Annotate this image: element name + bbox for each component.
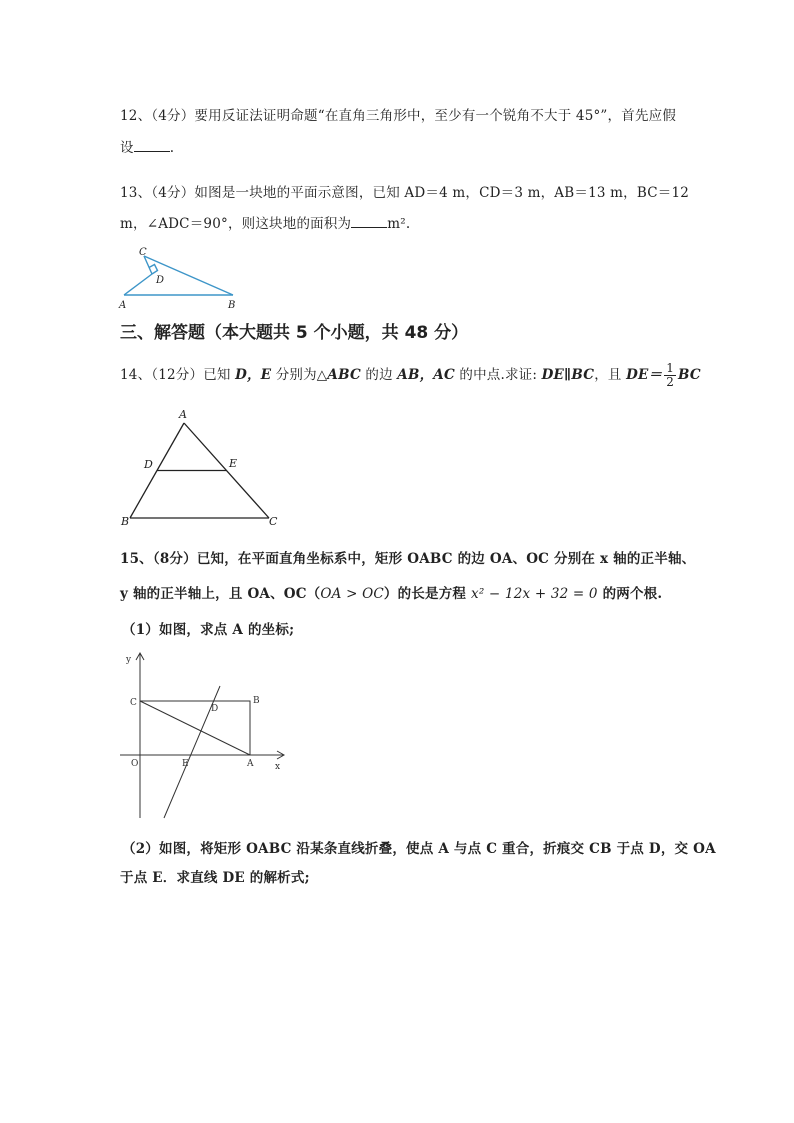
q14-frac-denominator: 2 [666,375,675,389]
q15-line1: 15、（8分）已知，在平面直角坐标系中，矩形 OABC 的边 OA、OC 分别在 x 轴的正半轴、 [120,551,696,567]
fig15-label-B: B [253,696,260,706]
fig15-label-x: x [275,762,281,772]
q14-length-claim: DE＝ [626,367,663,383]
q14-triangle: ABC [327,367,361,383]
q14-sides: AB，AC [397,367,455,383]
fig13-label-D: D [156,275,165,286]
q14-text-1: 分别为△ [271,367,328,383]
q15-line2-mid: ）的长是方程 [383,586,472,602]
q14-fraction-one-half [664,362,676,389]
q13-line2-prefix: m，∠ADC＝90°，则这块地的面积为 [120,216,352,232]
q14-parallel-claim: DE∥BC [541,367,595,383]
fig15-label-A: A [247,759,254,769]
q12-answer-blank [134,139,170,152]
figure-15-coordinate-plane [118,648,293,823]
q14-bc: BC [678,367,701,383]
q15-condition: OA > OC [320,586,384,602]
q13-answer-blank [351,215,387,228]
q14-text-4: ，且 [594,367,627,383]
q14-frac-numerator: 1 [666,361,675,375]
fig13-segment-AD [124,274,152,295]
fig14-label-C: C [269,515,278,528]
q15-line2 [120,582,662,602]
fig14-label-B: B [121,515,130,528]
fig13-label-A: A [119,300,127,311]
fig15-label-y: y [126,655,132,665]
fig15-label-D: D [211,704,219,714]
q14-points-de: D，E [235,367,272,383]
figure-14-triangle [118,404,288,529]
fig14-label-D: D [144,458,153,471]
fig15-label-O: O [131,759,139,769]
q14-text-3: 的中点.求证: [454,367,542,383]
q12-line2 [120,136,174,156]
q15-line2-prefix: y 轴的正半轴上，且 OA、OC（ [120,586,321,602]
q14-statement [120,362,701,389]
q15-part2-line2: 于点 E．求直线 DE 的解析式; [120,870,310,886]
q15-part1: （1）如图，求点 A 的坐标; [122,622,295,638]
q14-text-2: 的边 [360,367,398,383]
fig15-label-E: E [182,759,189,769]
q12-line2-suffix: . [169,140,175,156]
section-3-heading: 三、解答题（本大题共 5 个小题，共 48 分） [120,323,469,343]
q13-line2-suffix: m². [387,216,411,232]
q14-prefix: 14、（12分）已知 [120,367,236,383]
fig15-label-C: C [130,698,137,708]
fig14-label-E: E [229,457,238,470]
fig14-label-A: A [179,408,187,421]
fig13-label-B: B [228,300,236,311]
q12-line1: 12、（4分）要用反证法证明命题“在直角三角形中，至少有一个锐角不大于 45°”，首先应假 [120,108,677,124]
fig15-diagonal-CA [140,701,250,755]
q13-line1: 13、（4分）如图是一块地的平面示意图，已知 AD＝4 m，CD＝3 m，AB＝13 m，BC＝12 [120,185,690,201]
q15-equation: x² − 12x + 32 = 0 [471,586,598,602]
fig13-label-C: C [139,247,147,258]
q12-line2-prefix: 设 [120,140,134,156]
q15-part2-line1: （2）如图，将矩形 OABC 沿某条直线折叠，使点 A 与点 C 重合，折痕交 CB 于点 D，交 OA [122,841,716,857]
q15-line2-suffix: 的两个根. [597,586,663,602]
figure-13-land-plan [115,245,245,311]
q13-line2 [120,212,410,232]
